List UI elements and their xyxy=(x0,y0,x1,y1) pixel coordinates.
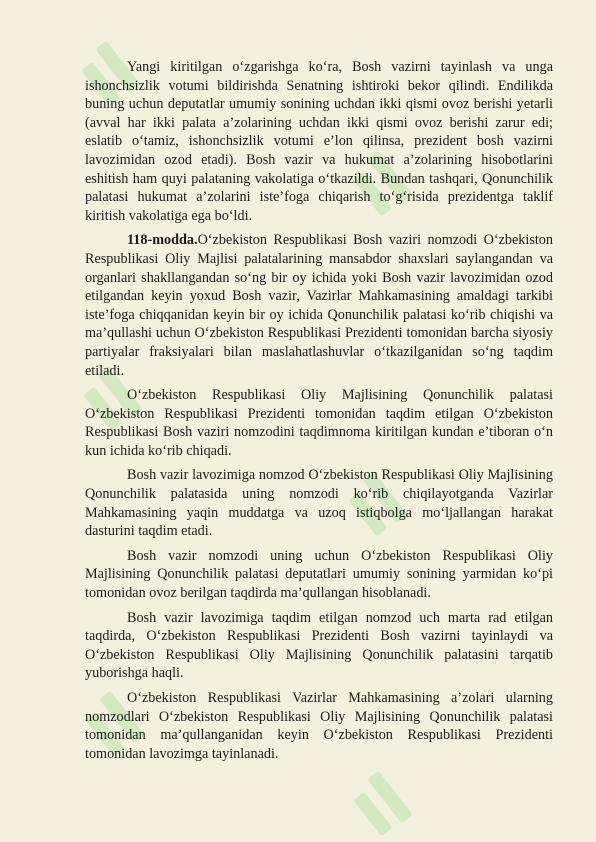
paragraph: Bosh vazir lavozimiga taqdim etilgan nomzod uch marta rad etilgan taqdirda, O‘zbekiston Respublikasi Prezidenti Bosh vazirni tayinlaydi va O‘zbekiston Respublikasi Oliy Majlisining Qonunchilik palatasini tarqatib yuborishga haqli. xyxy=(85,609,553,682)
paragraph: O‘zbekiston Respublikasi Vazirlar Mahkamasining a’zolari ularning nomzodlari O‘zbekiston Respublikasi Oliy Majlisining Qonunchilik palatasi tomonidan ma’qullanganidan keyin O‘zbekiston Respublikasi Prezidenti tomonidan lavozimga tayinlanadi. xyxy=(85,690,553,762)
paragraph: Yangi kiritilgan o‘zgarishga ko‘ra, Bosh vazirni tayinlash va unga ishonchsizlik votumi bildirishda Senatning ishtiroki bekor qilindi. Endilikda buning uchun deputatlar umumiy sonining uchdan ikki qismi ovoz berishi yetarli (avval har ikki palata a’zolarining uchdan ikki qismi ovoz berishi zarur edi; eslatib o‘tamiz, ishonchsizlik votumi e’lon qilinsa, prezident bosh vazirni lavozimidan ozod etadi). Bosh vazir va hukumat a’zolarining hisobotlarini eshitish ham quyi palataning vakolatiga o‘tkazildi. Bundan tashqari, Qonunchilik palatasi hukumat a’zolarini iste’foga chiqarish to‘g‘risida prezidentga taklif kiritish vakolatiga ega bo‘ldi. xyxy=(85,59,553,224)
paragraph: Bosh vazir nomzodi uning uchun O‘zbekiston Respublikasi Oliy Majlisining Qonunchilik palatasi deputatlari umumiy sonining yarmidan ko‘pi tomonidan ovoz berilgan taqdirda ma’qullangan hisoblanadi. xyxy=(85,547,553,602)
article-text: O‘zbekiston Respublikasi Bosh vaziri nomzodi O‘zbekiston Respublikasi Oliy Majlisi palatalarining mansabdor shaxslari saylangandan va organlari shakllangandan so‘ng bir oy ichida yoki Bosh vazir lavozimidan ozod etilgandan keyin yoxud Bosh vazir, Vazirlar Mahkamasining amaldagi tarkibi iste’foga chiqqanidan keyin bir oy ichida Qonunchilik palatasi ko‘rib chiqishi va ma’qullashi uchun O‘zbekiston Respublikasi Prezidenti tomonidan barcha siyosiy partiyalar fraksiyalari bilan maslahatlashuvlar o‘tkazilganidan so‘ng taqdim etiladi. xyxy=(85,232,553,379)
article-paragraph xyxy=(85,231,553,380)
watermark-mark xyxy=(348,758,429,839)
article-number: 118-modda. xyxy=(127,232,198,249)
paragraph: O‘zbekiston Respublikasi Oliy Majlisining Qonunchilik palatasi O‘zbekiston Respublikasi Prezidenti tomonidan taqdim etilgan O‘zbekiston Respublikasi Bosh vaziri nomzodini taqdimnoma kiritilgan kundan e’tiboran o‘n kun ichida ko‘rib chiqadi. xyxy=(85,387,553,459)
paragraph: Bosh vazir lavozimiga nomzod O‘zbekiston Respublikasi Oliy Majlisining Qonunchilik palatasida uning nomzodi ko‘rib chiqilayotganda Vazirlar Mahkamasining yaqin muddatga va uzoq istiqbolga mo‘ljallangan harakat dasturini taqdim etadi. xyxy=(85,467,553,540)
document-body xyxy=(85,58,553,769)
